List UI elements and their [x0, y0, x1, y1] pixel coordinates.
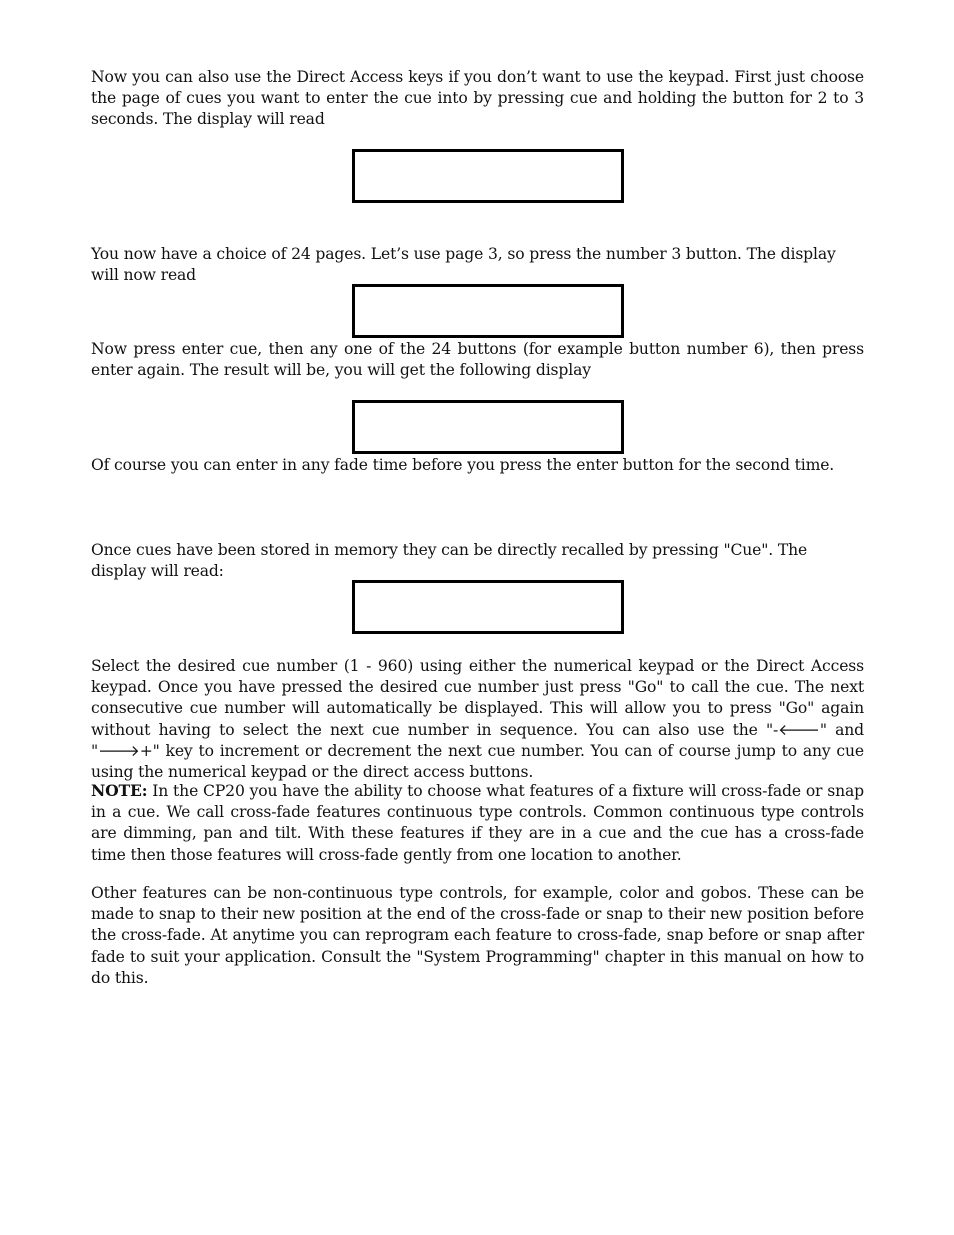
paragraph-note — [91, 780, 864, 866]
paragraph-enter-cue: Now press enter cue, then any one of the 24 buttons (for example button number 6), then press enter again. The result will be, you will get the following display — [91, 340, 864, 380]
note-label: NOTE: — [91, 781, 148, 800]
paragraph-non-continuous: Other features can be non-continuous type controls, for example, color and gobos. These can be made to snap to their new position at the end of the cross-fade or snap to their new position before the cross-fade. At anytime you can reprogram each feature to cross-fade, snap before or snap after fade to suit your application. Consult the "System Programming" chapter in this manual on how to do this. — [91, 884, 864, 987]
lcd-display-box-cue-recall — [352, 580, 624, 634]
note-text: In the CP20 you have the ability to choose what features of a fixture will cross-fade or snap in a cue. We call cross-fade features continuous type controls. Common continuous type controls are dimming, pan and tilt. With these features if they are in a cue and the cue has a cross-fade time then those features will cross-fade gently from one location to another. — [91, 782, 864, 864]
paragraph-page-choice: You now have a choice of 24 pages. Let’s use page 3, so press the number 3 button. The display will now read — [91, 245, 836, 285]
paragraph-select-cue-number: Select the desired cue number (1 - 960) using either the numerical keypad or the Direct Access keypad. Once you have pressed the desired cue number just press "Go" to call the cue. The next consecutive cue number will automatically be displayed. This will allow you to press "Go" again without having to select the next cue number in sequence. You can also use the "-🡐" and "🡒+" key to increment or decrement the next cue number. You can of course jump to any cue using the numerical keypad or the direct access buttons. — [91, 657, 864, 782]
lcd-display-box-cue-stored — [352, 400, 624, 454]
paragraph-direct-access-intro: Now you can also use the Direct Access keys if you don’t want to use the keypad. First just choose the page of cues you want to enter the cue into by pressing cue and holding the button for 2 to 3 seconds. The display will read — [91, 68, 864, 129]
paragraph-fade-time: Of course you can enter in any fade time before you press the enter button for the second time. — [91, 456, 835, 474]
paragraph-recall-cues: Once cues have been stored in memory they can be directly recalled by pressing "Cue". The display will read: — [91, 541, 808, 581]
lcd-display-box-page-select — [352, 149, 624, 203]
lcd-display-box-page-3 — [352, 284, 624, 338]
